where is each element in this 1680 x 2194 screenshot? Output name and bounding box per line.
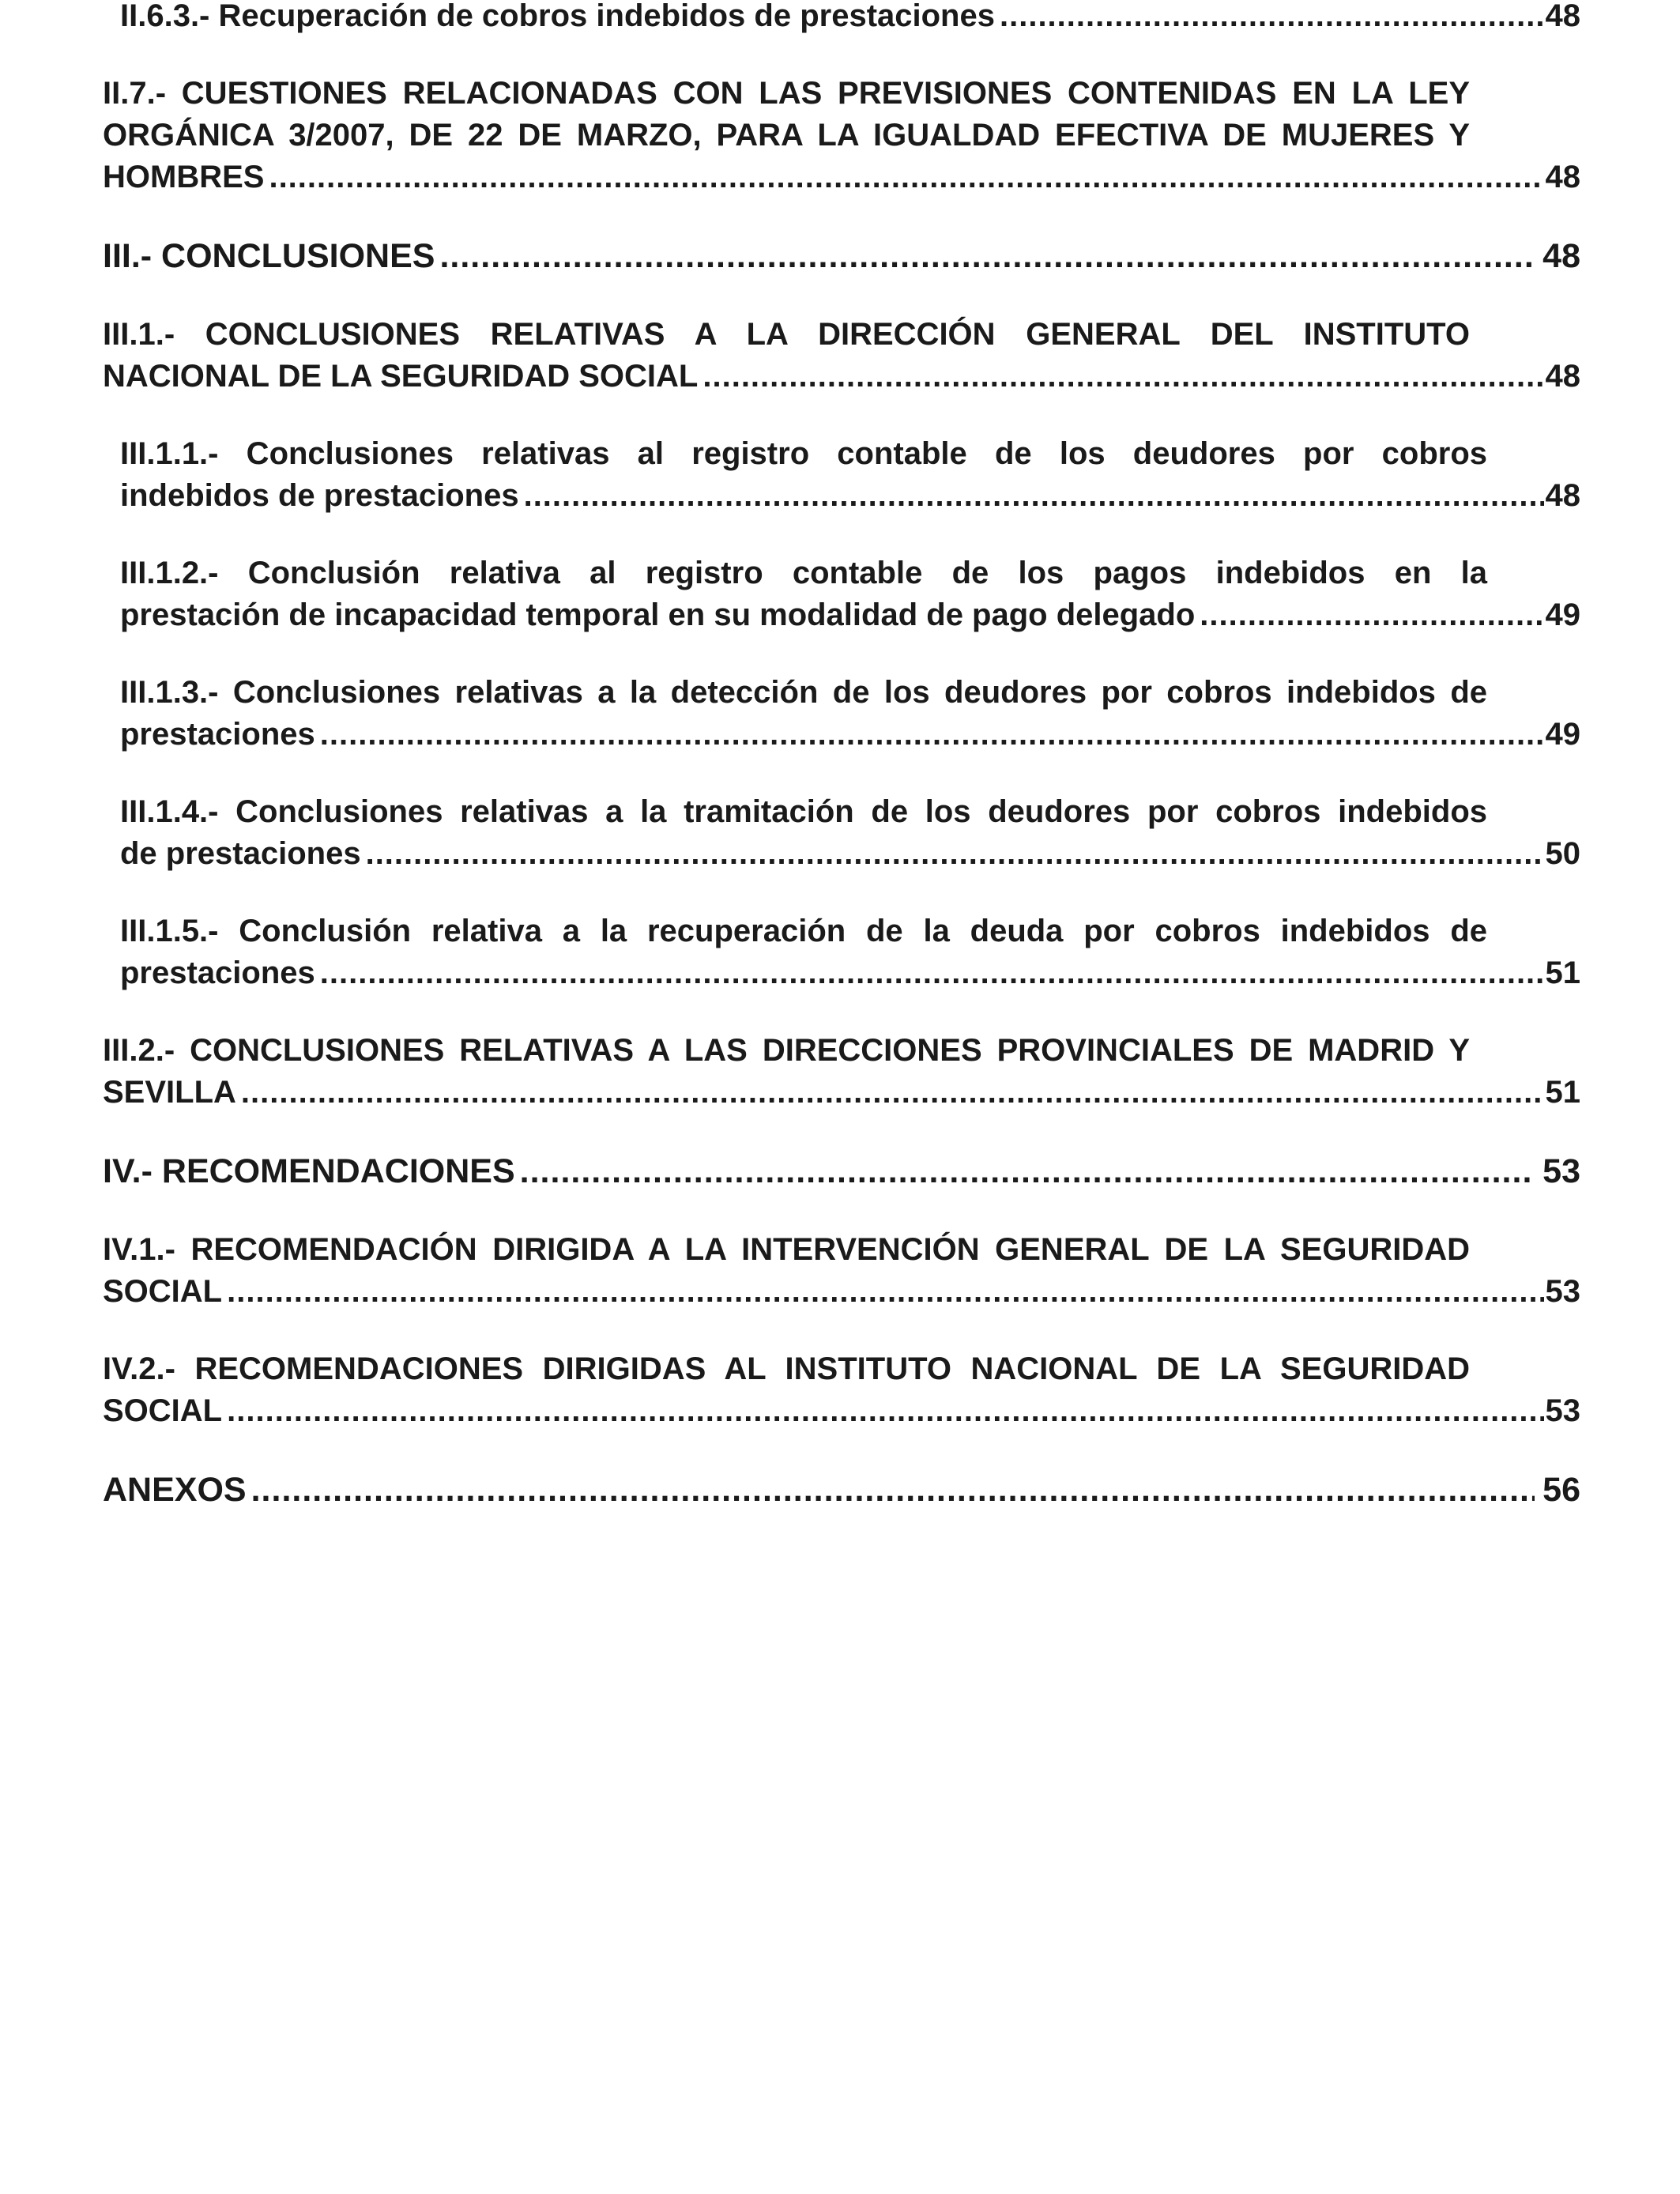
toc-entry-title: de prestaciones	[120, 836, 361, 871]
dot-leader	[439, 234, 1535, 278]
toc-entry-line	[103, 1468, 1580, 1512]
toc-entry-title: SOCIAL	[103, 1393, 223, 1428]
dot-leader	[1200, 594, 1543, 636]
toc-entry-line	[120, 952, 1580, 994]
toc-page-number: 48	[1543, 237, 1580, 275]
toc-entry[interactable]	[103, 791, 1580, 875]
dot-leader	[524, 475, 1544, 517]
toc-entry[interactable]	[103, 73, 1580, 198]
toc-entry-heading-line: III.1.5.- Conclusión relativa a la recuperación de la deuda por cobros indebidos de	[120, 914, 1487, 948]
dot-leader	[703, 356, 1543, 398]
toc-entry[interactable]	[103, 234, 1580, 278]
toc-entry-heading-line: ORGÁNICA 3/2007, DE 22 DE MARZO, PARA LA IGUALDAD EFECTIVA DE MUJERES Y	[103, 118, 1470, 153]
toc-entry-line	[120, 714, 1580, 756]
toc-entry-heading-line: III.1.2.- Conclusión relativa al registro contable de los pagos indebidos en la	[120, 556, 1487, 590]
toc-entry[interactable]	[103, 1030, 1580, 1114]
toc-page-number: 51	[1545, 956, 1580, 990]
toc-entry-title: III.- CONCLUSIONES	[103, 237, 435, 275]
dot-leader	[320, 952, 1544, 994]
toc-entry-title: prestaciones	[120, 717, 315, 752]
toc-entry[interactable]	[103, 1149, 1580, 1193]
toc-entry-title: indebidos de prestaciones	[120, 478, 519, 513]
toc-entry[interactable]	[103, 314, 1580, 398]
toc-entry-line	[120, 594, 1580, 636]
toc-page-number: 51	[1545, 1075, 1580, 1110]
dot-leader	[227, 1271, 1543, 1313]
toc-page-number: 56	[1543, 1471, 1580, 1509]
toc-page-number: 49	[1545, 717, 1580, 752]
toc-entry-title: IV.- RECOMENDACIONES	[103, 1152, 515, 1190]
toc-entry-line	[103, 1271, 1580, 1313]
toc-entry-title: prestaciones	[120, 956, 315, 990]
toc-entry[interactable]	[103, 1229, 1580, 1313]
toc-entry-line	[103, 234, 1580, 278]
toc-entry-title: NACIONAL DE LA SEGURIDAD SOCIAL	[103, 359, 699, 394]
toc-entry-title: HOMBRES	[103, 160, 265, 194]
toc-entry-title: SEVILLA	[103, 1075, 236, 1110]
toc-entry-heading-line: III.2.- CONCLUSIONES RELATIVAS A LAS DIRECCIONES PROVINCIALES DE MADRID Y	[103, 1033, 1470, 1068]
toc-page-number: 53	[1545, 1393, 1580, 1428]
dot-leader	[227, 1390, 1543, 1432]
toc-entry-heading-line: III.1.3.- Conclusiones relativas a la detección de los deudores por cobros indebidos de	[120, 675, 1487, 710]
toc-entry[interactable]	[103, 1468, 1580, 1512]
dot-leader	[241, 1072, 1544, 1114]
toc-entry[interactable]	[103, 433, 1580, 517]
toc-entry-heading-line: III.1.- CONCLUSIONES RELATIVAS A LA DIRECCIÓN GENERAL DEL INSTITUTO	[103, 317, 1470, 352]
toc-entry[interactable]	[103, 672, 1580, 756]
toc-entry[interactable]	[103, 910, 1580, 994]
toc-entry-line	[120, 475, 1580, 517]
toc-entry-heading-line: III.1.4.- Conclusiones relativas a la tramitación de los deudores por cobros indebidos	[120, 794, 1487, 829]
toc-entry-line	[120, 0, 1580, 37]
toc-entry-line	[120, 833, 1580, 875]
toc-entry-line	[103, 1149, 1580, 1193]
toc-entry-heading-line: IV.2.- RECOMENDACIONES DIRIGIDAS AL INSTITUTO NACIONAL DE LA SEGURIDAD	[103, 1351, 1470, 1386]
dot-leader	[269, 156, 1543, 198]
toc-page-number: 53	[1543, 1152, 1580, 1190]
toc-page-number: 48	[1545, 359, 1580, 394]
toc-entry-title: prestación de incapacidad temporal en su modalidad de pago delegado	[120, 598, 1196, 632]
dot-leader	[251, 1468, 1535, 1512]
toc-page-number: 53	[1545, 1274, 1580, 1309]
toc-entry-line	[103, 1390, 1580, 1432]
toc-page-number: 48	[1545, 478, 1580, 513]
toc-page-number: 48	[1545, 160, 1580, 194]
toc-entry-title: SOCIAL	[103, 1274, 223, 1309]
toc-entry-line	[103, 356, 1580, 398]
toc-entry-line	[103, 156, 1580, 198]
toc-entry-title: ANEXOS	[103, 1471, 247, 1509]
dot-leader	[520, 1149, 1535, 1193]
toc-entry-heading-line: III.1.1.- Conclusiones relativas al registro contable de los deudores por cobros	[120, 436, 1487, 471]
toc-page-number: 50	[1545, 836, 1580, 871]
dot-leader	[320, 714, 1544, 756]
toc-entry-heading-line: II.7.- CUESTIONES RELACIONADAS CON LAS PREVISIONES CONTENIDAS EN LA LEY	[103, 76, 1470, 111]
table-of-contents	[103, 0, 1580, 1547]
toc-entry[interactable]	[103, 0, 1580, 37]
dot-leader	[1000, 0, 1544, 37]
toc-entry-title: II.6.3.- Recuperación de cobros indebidos de prestaciones	[120, 0, 995, 33]
toc-page-number: 49	[1545, 598, 1580, 632]
dot-leader	[366, 833, 1544, 875]
toc-entry[interactable]	[103, 552, 1580, 636]
toc-entry-line	[103, 1072, 1580, 1114]
toc-entry[interactable]	[103, 1348, 1580, 1432]
toc-page-number: 48	[1545, 0, 1580, 33]
toc-entry-heading-line: IV.1.- RECOMENDACIÓN DIRIGIDA A LA INTERVENCIÓN GENERAL DE LA SEGURIDAD	[103, 1232, 1470, 1267]
